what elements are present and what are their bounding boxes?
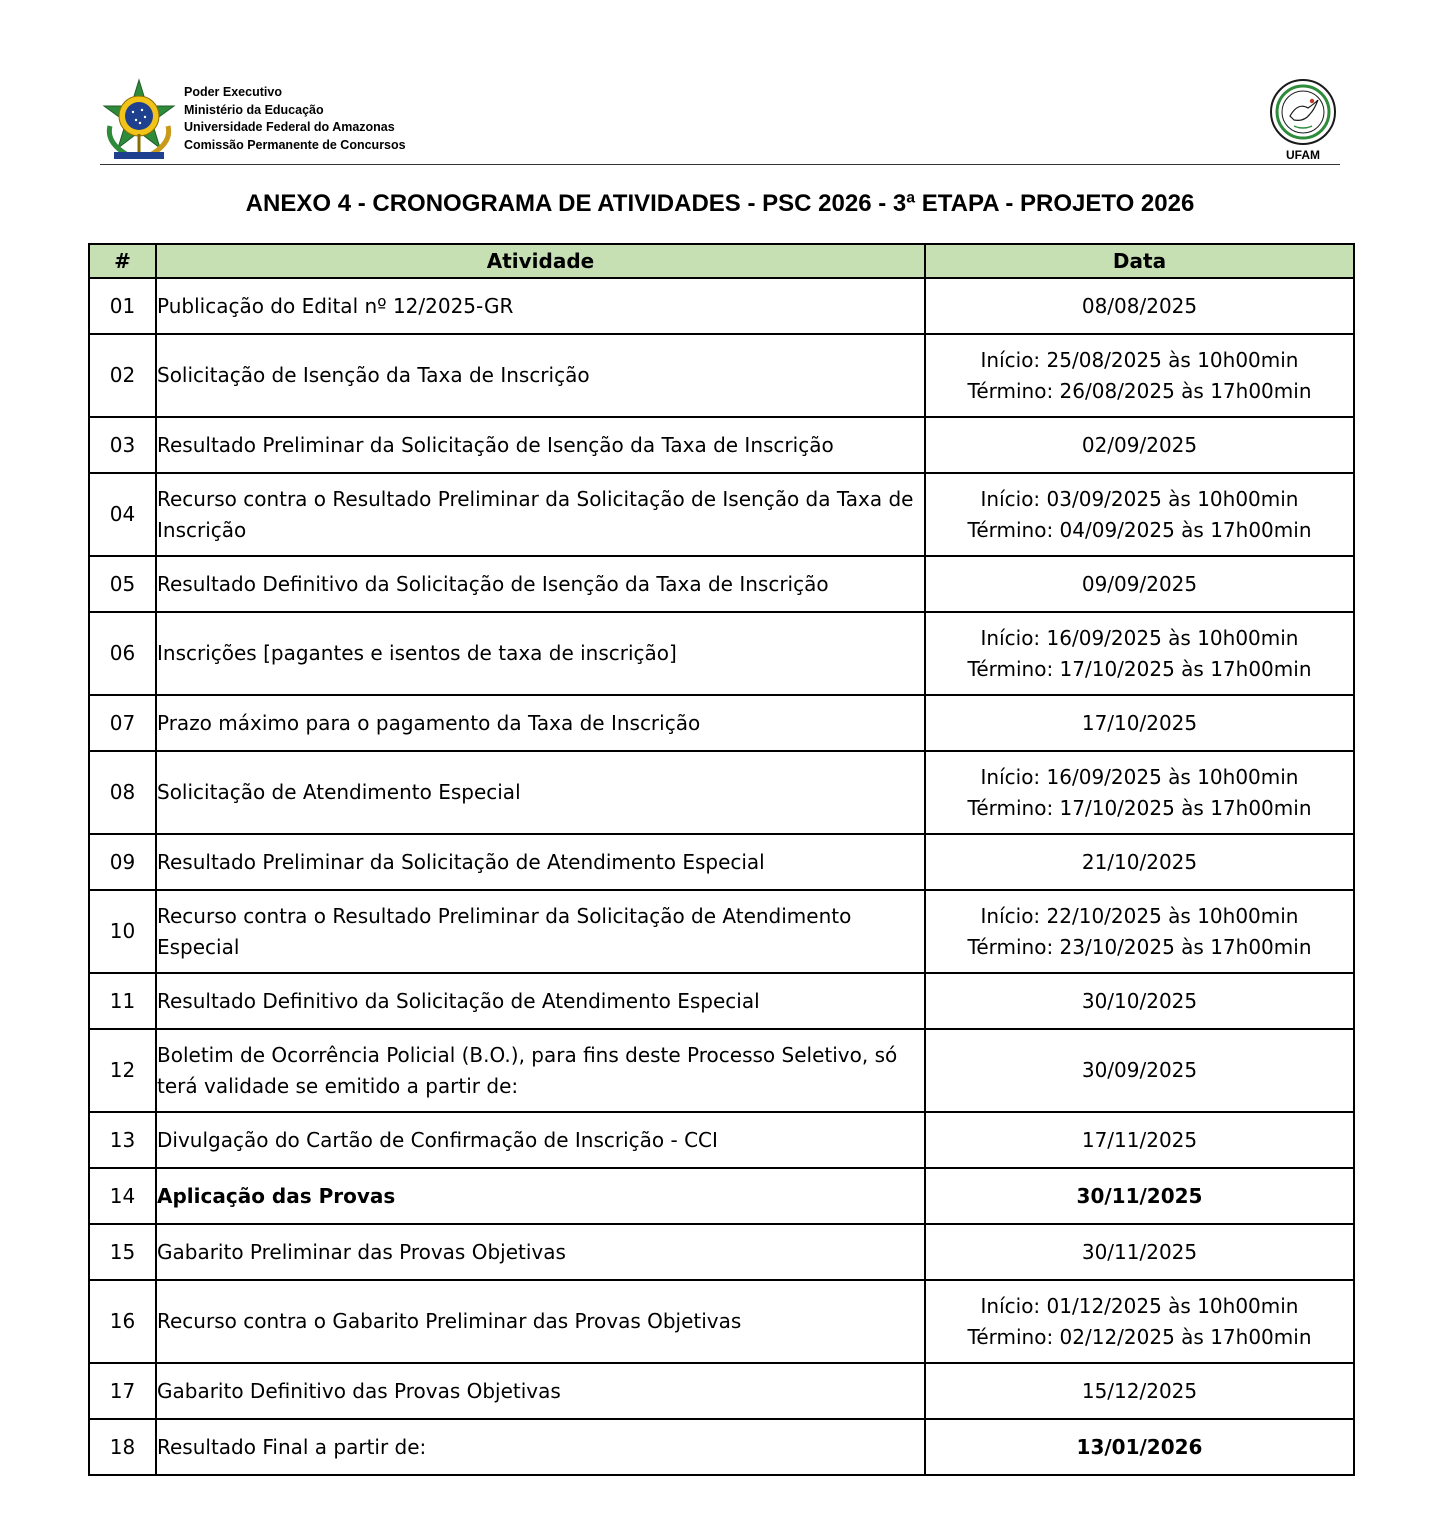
date-line: 21/10/2025 (1081, 849, 1198, 874)
table-row (89, 890, 1354, 973)
date-line: 08/08/2025 (1081, 293, 1198, 318)
row-date (925, 890, 1354, 973)
table-row (89, 1419, 1354, 1475)
row-date (925, 1363, 1354, 1419)
row-date (925, 278, 1354, 334)
row-number: 17 (89, 1363, 156, 1419)
table-row (89, 473, 1354, 556)
column-header-activity: Atividade (156, 244, 925, 278)
row-date (925, 695, 1354, 751)
schedule-table (88, 243, 1355, 1476)
date-line: Início: 25/08/2025 às 10h00min (980, 347, 1299, 372)
table-row (89, 973, 1354, 1029)
institution-line-university: Universidade Federal do Amazonas (184, 120, 395, 134)
date-line: 15/12/2025 (1081, 1378, 1198, 1403)
row-date (925, 834, 1354, 890)
row-number: 07 (89, 695, 156, 751)
date-line: 17/11/2025 (1081, 1127, 1198, 1152)
row-date (925, 973, 1354, 1029)
table-row (89, 278, 1354, 334)
row-number: 16 (89, 1280, 156, 1363)
row-date (925, 1419, 1354, 1475)
table-row (89, 1363, 1354, 1419)
date-line: Início: 03/09/2025 às 10h00min (980, 486, 1299, 511)
row-activity: Resultado Definitivo da Solicitação de Isenção da Taxa de Inscrição (156, 556, 925, 612)
ufam-logo (1266, 78, 1340, 164)
table-row (89, 334, 1354, 417)
date-line: Término: 17/10/2025 às 17h00min (967, 656, 1312, 681)
table-row (89, 556, 1354, 612)
row-activity: Inscrições [pagantes e isentos de taxa de inscrição] (156, 612, 925, 695)
row-activity: Divulgação do Cartão de Confirmação de Inscrição - CCI (156, 1112, 925, 1168)
row-activity: Gabarito Preliminar das Provas Objetivas (156, 1224, 925, 1280)
table-row (89, 834, 1354, 890)
date-line: 09/09/2025 (1081, 571, 1198, 596)
row-number: 06 (89, 612, 156, 695)
date-line: Início: 16/09/2025 às 10h00min (980, 625, 1299, 650)
row-date (925, 417, 1354, 473)
date-line: Início: 16/09/2025 às 10h00min (980, 764, 1299, 789)
date-line: Término: 02/12/2025 às 17h00min (967, 1324, 1312, 1349)
row-date (925, 334, 1354, 417)
table-row (89, 1112, 1354, 1168)
column-header-number: # (89, 244, 156, 278)
date-line: Início: 22/10/2025 às 10h00min (980, 903, 1299, 928)
row-date (925, 1224, 1354, 1280)
row-activity: Prazo máximo para o pagamento da Taxa de Inscrição (156, 695, 925, 751)
table-body (89, 278, 1354, 1475)
column-header-date: Data (925, 244, 1354, 278)
row-number: 03 (89, 417, 156, 473)
row-date (925, 612, 1354, 695)
date-line: 30/09/2025 (1081, 1058, 1198, 1082)
row-number: 13 (89, 1112, 156, 1168)
page-title: ANEXO 4 - CRONOGRAMA DE ATIVIDADES - PSC 2026 - 3ª ETAPA - PROJETO 2026 (245, 190, 1195, 217)
table-row (89, 1168, 1354, 1224)
date-line: 13/01/2026 (1076, 1434, 1203, 1459)
date-line: 30/11/2025 (1081, 1239, 1198, 1264)
table-row (89, 417, 1354, 473)
row-activity: Solicitação de Atendimento Especial (156, 751, 925, 834)
row-activity: Boletim de Ocorrência Policial (B.O.), para fins deste Processo Seletivo, só terá validade se emitido a partir de: (156, 1029, 925, 1112)
date-line: Término: 26/08/2025 às 17h00min (967, 378, 1312, 403)
institution-line-executive: Poder Executivo (184, 85, 282, 99)
row-activity: Aplicação das Provas (156, 1168, 925, 1224)
date-line: Término: 04/09/2025 às 17h00min (967, 517, 1312, 542)
table-row (89, 1224, 1354, 1280)
table-row (89, 751, 1354, 834)
row-date (925, 473, 1354, 556)
row-date (925, 556, 1354, 612)
row-activity: Resultado Definitivo da Solicitação de Atendimento Especial (156, 973, 925, 1029)
row-activity: Resultado Final a partir de: (156, 1419, 925, 1475)
row-activity: Gabarito Definitivo das Provas Objetivas (156, 1363, 925, 1419)
row-number: 05 (89, 556, 156, 612)
row-number: 15 (89, 1224, 156, 1280)
table-header-row (89, 244, 1354, 278)
institution-line-ministry: Ministério da Educação (184, 102, 324, 117)
date-line: 30/10/2025 (1081, 988, 1198, 1013)
row-number: 01 (89, 278, 156, 334)
row-activity: Resultado Preliminar da Solicitação de Atendimento Especial (156, 834, 925, 890)
row-activity: Solicitação de Isenção da Taxa de Inscrição (156, 334, 925, 417)
row-number: 14 (89, 1168, 156, 1224)
row-date (925, 1029, 1354, 1112)
row-number: 12 (89, 1029, 156, 1112)
row-number: 11 (89, 973, 156, 1029)
row-activity: Publicação do Edital nº 12/2025-GR (156, 278, 925, 334)
ufam-logo-label: UFAM (1286, 148, 1320, 162)
date-line: Término: 23/10/2025 às 17h00min (967, 934, 1312, 959)
date-line: 02/09/2025 (1081, 432, 1198, 457)
date-line: Início: 01/12/2025 às 10h00min (980, 1293, 1299, 1318)
brasao-republica-icon (100, 78, 178, 162)
row-date (925, 751, 1354, 834)
table-row (89, 1029, 1354, 1112)
row-date (925, 1280, 1354, 1363)
row-activity: Recurso contra o Gabarito Preliminar das Provas Objetivas (156, 1280, 925, 1363)
row-number: 09 (89, 834, 156, 890)
table-row (89, 695, 1354, 751)
date-line: 30/11/2025 (1076, 1183, 1203, 1208)
row-date (925, 1112, 1354, 1168)
date-line: Término: 17/10/2025 às 17h00min (967, 795, 1312, 820)
institution-line-commission: Comissão Permanente de Concursos (184, 137, 406, 152)
ufam-seal-icon (1268, 78, 1338, 146)
row-activity: Resultado Preliminar da Solicitação de Isenção da Taxa de Inscrição (156, 417, 925, 473)
row-activity: Recurso contra o Resultado Preliminar da Solicitação de Atendimento Especial (156, 890, 925, 973)
table-row (89, 612, 1354, 695)
row-number: 18 (89, 1419, 156, 1475)
table-row (89, 1280, 1354, 1363)
document-header (100, 78, 1340, 165)
date-line: 17/10/2025 (1081, 710, 1198, 735)
row-number: 08 (89, 751, 156, 834)
row-number: 04 (89, 473, 156, 556)
institution-lines (184, 84, 406, 154)
row-number: 10 (89, 890, 156, 973)
row-number: 02 (89, 334, 156, 417)
row-activity: Recurso contra o Resultado Preliminar da Solicitação de Isenção da Taxa de Inscrição (156, 473, 925, 556)
row-date (925, 1168, 1354, 1224)
